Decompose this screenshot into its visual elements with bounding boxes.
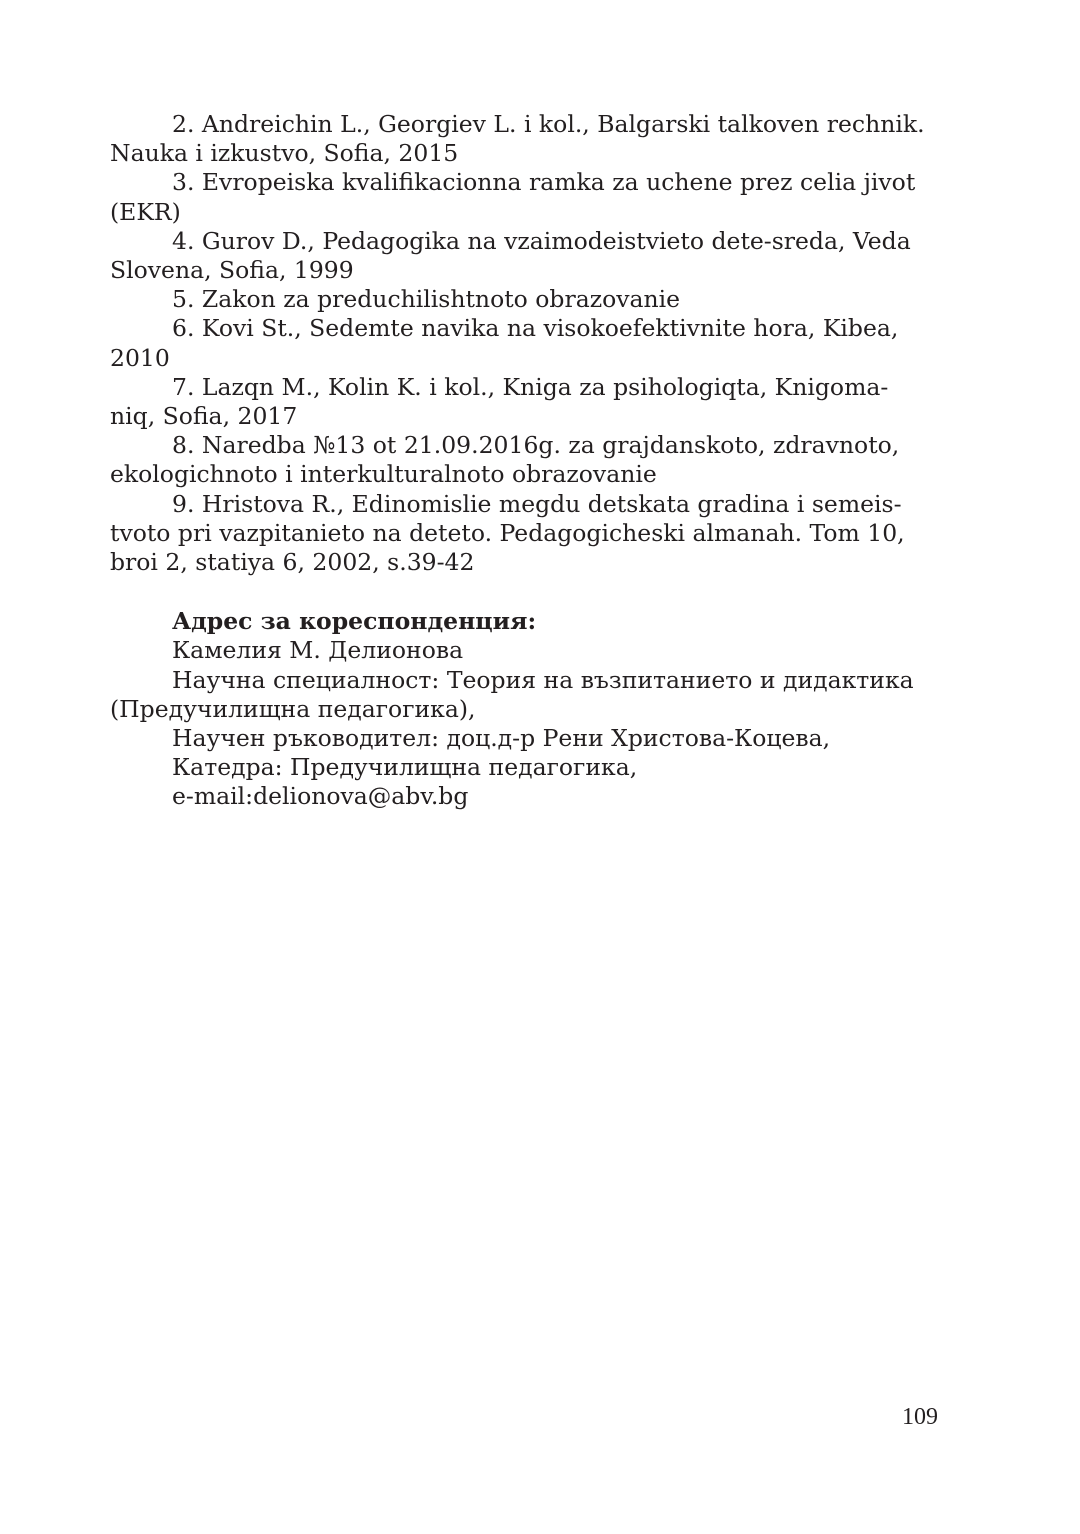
correspondence-block	[110, 607, 938, 811]
scientific-supervisor: Научен ръководител: доц.д-р Рени Христова-Коцева,	[172, 724, 831, 753]
reference-item-9: 9. Hristova R., Edinomislie megdu detskata gradina i semeis- tvoto pri vazpitanieto na deteto. Pedagogicheski almanah. Tom 10, broi 2, statiya 6, 2002, s.39-42	[110, 489, 905, 577]
correspondence-heading: Адрес за кореспонденция:	[172, 607, 537, 636]
department: Катедра: Предучилищна педагогика,	[172, 753, 638, 782]
page-number: 109	[902, 1404, 938, 1430]
reference-item-8: 8. Naredba №13 ot 21.09.2016g. za grajdanskoto, zdravnoto, ekologichnoto i interkulturalnoto obrazovanie	[110, 431, 900, 489]
reference-item-7: 7. Lazqn M., Kolin K. i kol., Kniga za psihologiqta, Knigoma- niq, Sofia, 2017	[110, 372, 889, 431]
reference-list	[110, 110, 938, 577]
reference-item-6: 6. Kovi St., Sedemte navika na visokoefektivnite hora, Kibea, 2010	[110, 314, 899, 372]
reference-item-3: 3. Evropeiska kvalifikacionna ramka za uchene prez celia jivot (EKR)	[110, 168, 916, 226]
reference-item-4: 4. Gurov D., Pedagogika na vzaimodeistvieto dete-sreda, Veda Slovena, Sofia, 1999	[110, 226, 911, 285]
reference-item-5: 5. Zakon za preduchilishtnoto obrazovanie	[172, 285, 681, 314]
page-content	[110, 110, 938, 812]
reference-item-2: 2. Andreichin L., Georgiev L. i kol., Balgarski talkoven rechnik. Nauka i izkustvo, Sofia, 2015	[110, 110, 925, 168]
scientific-specialty: Научна специалност: Теория на възпитанието и дидактика (Предучилищна педагогика),	[110, 665, 914, 723]
email-address: e-mail:delionova@abv.bg	[172, 782, 469, 811]
author-name: Камелия М. Делионова	[172, 636, 464, 665]
